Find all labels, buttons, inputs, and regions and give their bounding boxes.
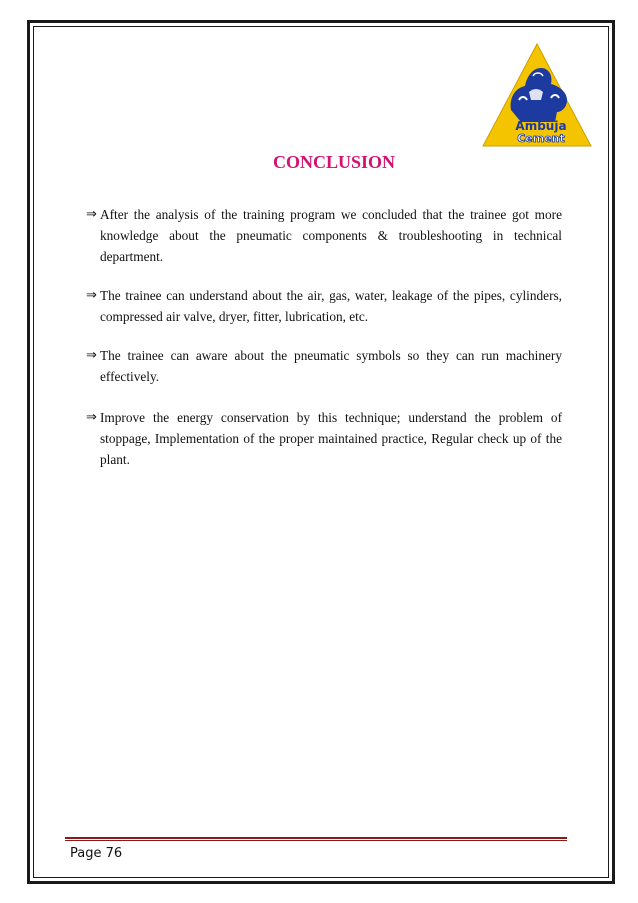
implies-arrow-icon: ⇒ [86,348,97,363]
implies-arrow-icon: ⇒ [86,410,97,425]
bullet-item [86,345,562,387]
ambuja-cement-logo [481,42,593,154]
implies-arrow-icon: ⇒ [86,288,97,303]
logo-text-cement: Cement [517,132,565,145]
footer-rule-thin [65,840,567,841]
logo-text-ambuja: Ambuja [515,119,567,133]
bullet-text: The trainee can aware about the pneumatic symbols so they can run machinery effectively. [100,348,562,384]
bullet-text: After the analysis of the training program we concluded that the trainee got more knowledge about the pneumatic components & troubleshooting in technical department. [100,207,562,264]
footer-rule [65,837,567,839]
page-title [0,152,638,173]
page-number: Page 76 [70,846,123,861]
bullet-item [86,204,562,267]
bullet-text: Improve the energy conservation by this technique; understand the problem of stoppage, Implementation of the proper maintained practice, Regular check up of the plant. [100,410,562,467]
ambuja-cement-logo-graphic [481,42,593,154]
bullet-item [86,285,562,327]
bullet-item [86,407,562,470]
implies-arrow-icon: ⇒ [86,207,97,222]
page-title-text: CONCLUSION [272,152,396,172]
bullet-text: The trainee can understand about the air, gas, water, leakage of the pipes, cylinders, compressed air valve, dryer, fitter, lubrication, etc. [100,288,562,324]
